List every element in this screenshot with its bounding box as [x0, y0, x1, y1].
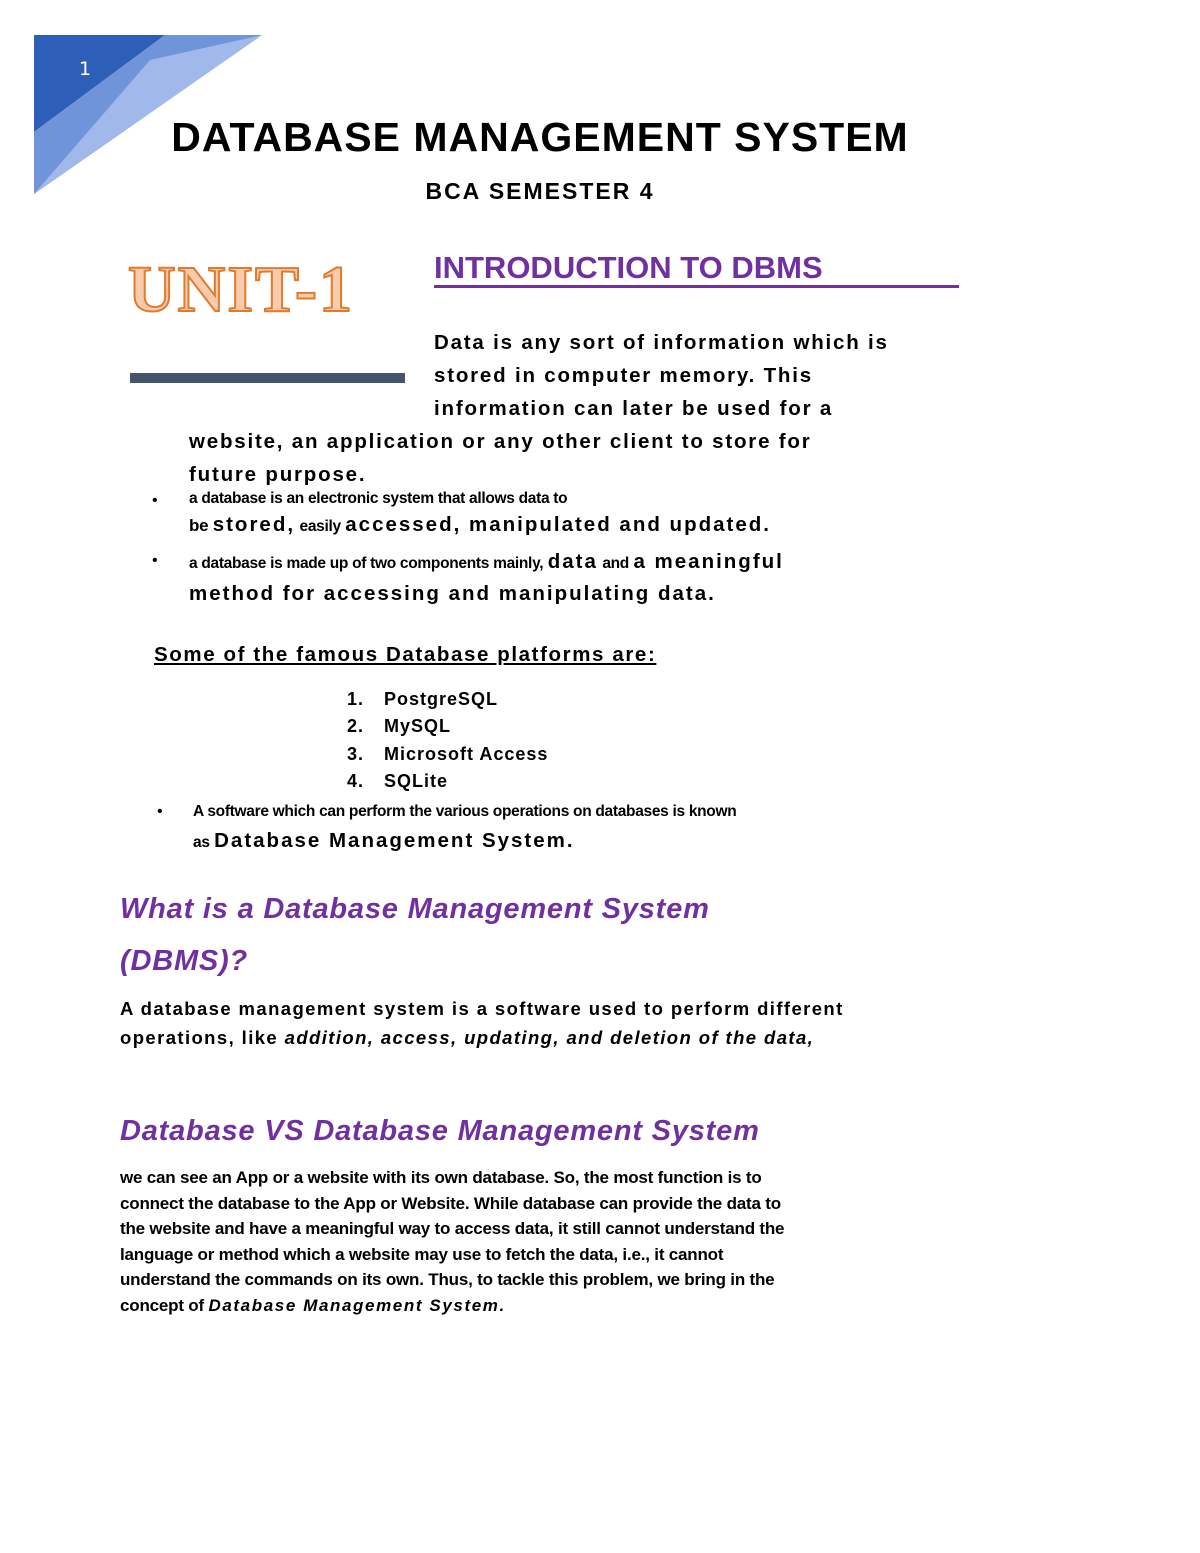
corner-decoration [0, 0, 270, 200]
versus-paragraph: we can see an App or a website with its own database. So, the most function is to connect the database to the App or Website. While database can provide the data to the website and have a meaningful way to access data, it still cannot understand the language or method which a website may use to fetch the data, i.e., it cannot understand the commands on its own. Thus, to tackle this problem, we bring in the concept of Database Management System. [120, 1168, 785, 1315]
list-item: 2. MySQL [347, 716, 452, 737]
document-subtitle: BCA SEMESTER 4 [425, 178, 655, 204]
document-title: DATABASE MANAGEMENT SYSTEM [171, 114, 909, 160]
dbms-heading-line: (DBMS)? [120, 945, 249, 977]
section-title: INTRODUCTION TO DBMS [434, 250, 823, 285]
dbms-definition-bullet [155, 797, 1015, 857]
list-item: 1. PostgreSQL [347, 689, 499, 709]
versus-heading: Database VS Database Management System [120, 1115, 760, 1147]
list-item: 3. Microsoft Access [347, 743, 549, 764]
list-item: 4. SQLite [347, 770, 449, 791]
list-item: • a database is made up of two components mainly, data and a meaningful method for accessing and manipulating data. [150, 550, 970, 606]
intro-line: stored in computer memory. This [434, 364, 813, 387]
unit-divider [130, 373, 405, 383]
dbms-paragraph: A database management system is a software used to perform different operations, like addition, access, updating, and deletion of the data, [120, 998, 844, 1048]
section-title-underline [434, 285, 959, 288]
platforms-list [347, 686, 548, 795]
intro-line: Data is any sort of information which is [434, 331, 889, 354]
intro-bullet-list [150, 490, 970, 612]
list-item: • A software which can perform the various operations on databases is known as Database Management System. [155, 797, 1015, 857]
platforms-heading: Some of the famous Database platforms are: [154, 643, 657, 666]
intro-line: website, an application or any other client to store for [189, 430, 812, 453]
intro-line: future purpose. [189, 463, 367, 486]
list-item: • a database is an electronic system that allows data to be stored, easily accessed, manipulated and updated. [150, 490, 970, 544]
intro-paragraph-continued [189, 425, 969, 491]
page-number: 1 [79, 58, 92, 80]
intro-paragraph [434, 326, 954, 425]
intro-line: information can later be used for a [434, 397, 834, 420]
dbms-heading-line: What is a Database Management System [120, 893, 710, 925]
unit-label: UNIT-1 [128, 253, 354, 326]
